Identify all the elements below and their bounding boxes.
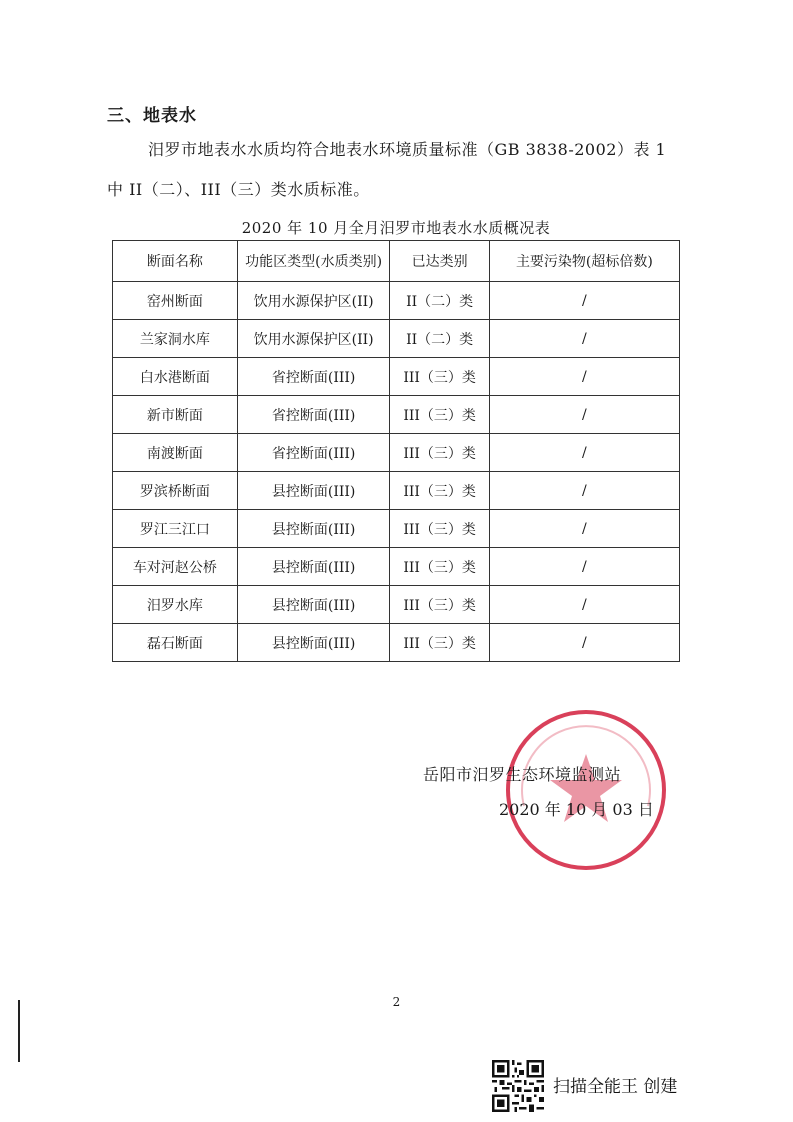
cell-achieved-class: II（二）类 (390, 320, 489, 358)
cell-function-zone: 县控断面(III) (237, 510, 390, 548)
cell-main-pollutant: / (489, 548, 679, 586)
table-row (113, 396, 680, 434)
cell-main-pollutant: / (489, 320, 679, 358)
table-row (113, 434, 680, 472)
table-row (113, 510, 680, 548)
paragraph-line-2: 中 II（二）、III（三）类水质标准。 (107, 180, 370, 199)
cell-main-pollutant: / (489, 358, 679, 396)
table-title: 2020 年 10 月全月汨罗市地表水水质概况表 (241, 219, 551, 237)
cell-section-name: 车对河赵公桥 (113, 548, 238, 586)
paragraph-line-1: 汨罗市地表水水质均符合地表水环境质量标准（GB 3838-2002）表 1 (148, 140, 667, 159)
cell-section-name: 白水港断面 (113, 358, 238, 396)
official-seal-icon (502, 706, 670, 874)
cell-function-zone: 县控断面(III) (237, 548, 390, 586)
qr-code-icon (492, 1060, 544, 1112)
cell-achieved-class: III（三）类 (390, 624, 489, 662)
cell-function-zone: 县控断面(III) (237, 586, 390, 624)
cell-function-zone: 省控断面(III) (237, 434, 390, 472)
table-row (113, 548, 680, 586)
table-row (113, 320, 680, 358)
cell-function-zone: 饮用水源保护区(II) (237, 320, 390, 358)
cell-section-name: 新市断面 (113, 396, 238, 434)
header-achieved-class: 已达类别 (390, 241, 489, 282)
cell-achieved-class: II（二）类 (390, 282, 489, 320)
cell-main-pollutant: / (489, 434, 679, 472)
signing-organization: 岳阳市汨罗生态环境监测站 (423, 765, 622, 784)
scan-edge-line (18, 1000, 20, 1062)
cell-main-pollutant: / (489, 586, 679, 624)
scanner-brand-label: 扫描全能王 创建 (553, 1077, 678, 1097)
header-main-pollutant: 主要污染物(超标倍数) (489, 241, 679, 282)
table-header-row (113, 241, 680, 282)
page-number: 2 (392, 995, 401, 1009)
cell-section-name: 兰家洞水库 (113, 320, 238, 358)
table-row (113, 586, 680, 624)
cell-achieved-class: III（三）类 (390, 548, 489, 586)
cell-section-name: 罗江三江口 (113, 510, 238, 548)
cell-section-name: 窑州断面 (113, 282, 238, 320)
table-row (113, 282, 680, 320)
section-heading: 三、地表水 (107, 106, 197, 126)
table-row (113, 624, 680, 662)
cell-function-zone: 县控断面(III) (237, 472, 390, 510)
table-row (113, 358, 680, 396)
cell-section-name: 罗滨桥断面 (113, 472, 238, 510)
table-row (113, 472, 680, 510)
cell-function-zone: 饮用水源保护区(II) (237, 282, 390, 320)
cell-section-name: 南渡断面 (113, 434, 238, 472)
cell-main-pollutant: / (489, 396, 679, 434)
seal-graphic (508, 712, 664, 868)
signing-date: 2020 年 10 月 03 日 (499, 800, 654, 819)
cell-achieved-class: III（三）类 (390, 396, 489, 434)
cell-function-zone: 省控断面(III) (237, 396, 390, 434)
cell-achieved-class: III（三）类 (390, 434, 489, 472)
cell-function-zone: 省控断面(III) (237, 358, 390, 396)
cell-main-pollutant: / (489, 472, 679, 510)
cell-section-name: 汨罗水库 (113, 586, 238, 624)
cell-main-pollutant: / (489, 282, 679, 320)
header-function-zone: 功能区类型(水质类别) (237, 241, 390, 282)
cell-achieved-class: III（三）类 (390, 358, 489, 396)
header-section-name: 断面名称 (113, 241, 238, 282)
cell-function-zone: 县控断面(III) (237, 624, 390, 662)
water-quality-table (112, 240, 680, 662)
cell-achieved-class: III（三）类 (390, 510, 489, 548)
cell-main-pollutant: / (489, 510, 679, 548)
cell-section-name: 磊石断面 (113, 624, 238, 662)
cell-achieved-class: III（三）类 (390, 472, 489, 510)
cell-main-pollutant: / (489, 624, 679, 662)
cell-achieved-class: III（三）类 (390, 586, 489, 624)
